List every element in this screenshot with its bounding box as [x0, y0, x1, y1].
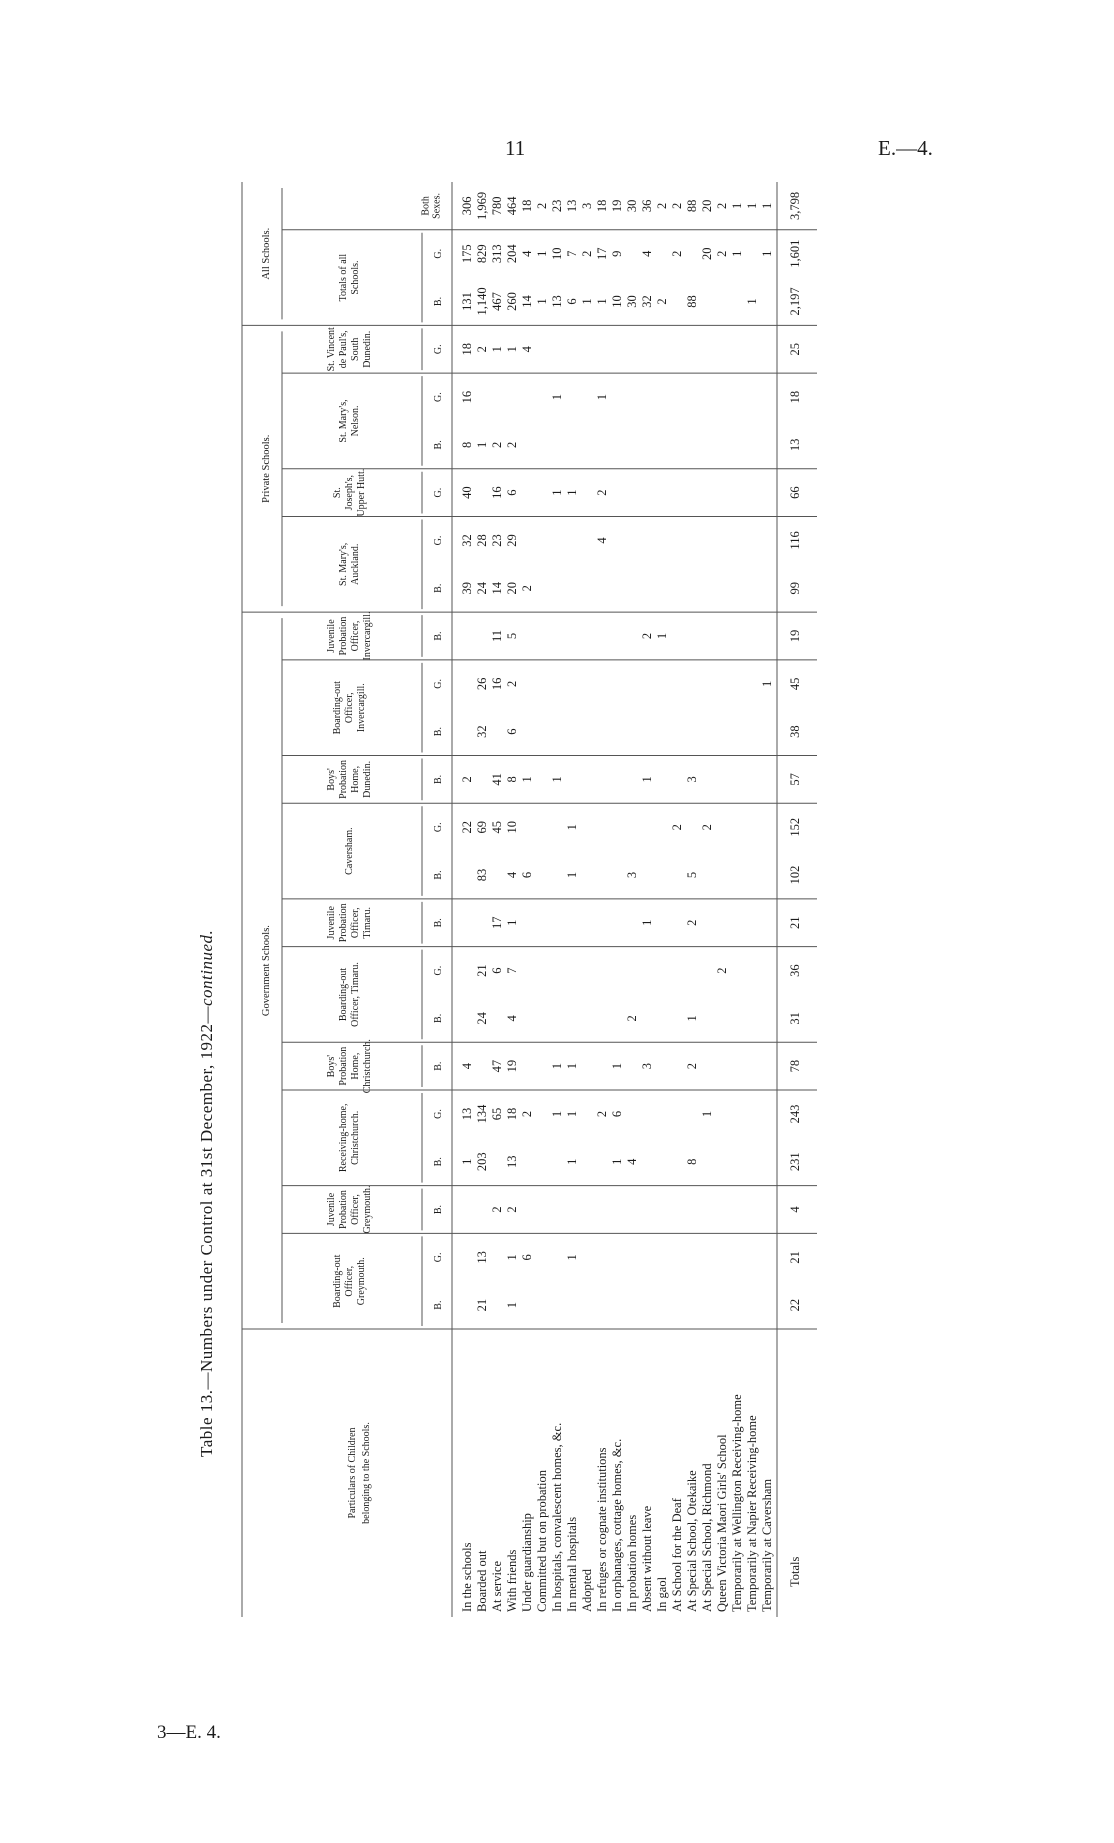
cell: 88 [685, 295, 699, 308]
cell: 3 [625, 871, 639, 879]
cell: 2 [580, 250, 594, 257]
table-title-main: Table 13.—Numbers under Control at 31st December, 1922— [197, 1005, 216, 1457]
cell: 4 [460, 1063, 474, 1070]
row-label-18: Temporarily at Wellington Receiving-home [730, 1394, 744, 1612]
totals-cell: 99 [788, 581, 802, 595]
cell: 18 [460, 343, 474, 356]
totals-cell: 243 [788, 1104, 802, 1124]
totals-cell: 1,601 [788, 239, 802, 268]
cell: 14 [490, 581, 504, 595]
cell: 13 [505, 1155, 519, 1168]
row-label-9: In refuges or cognate institutions [595, 1447, 609, 1612]
cell: 1 [760, 202, 774, 210]
cell: 829 [475, 244, 489, 264]
cell: 26 [475, 677, 489, 691]
cell: 4 [625, 1158, 639, 1165]
totals-cell: 22 [788, 1298, 802, 1312]
totals-cell: 4 [788, 1206, 802, 1213]
cell: 5 [685, 871, 699, 879]
row-label-17: Queen Victoria Maori Girls' School [715, 1434, 729, 1612]
cell: 47 [490, 1059, 504, 1073]
cell: 1 [565, 489, 579, 496]
rotated-table [147, 177, 825, 1757]
cell: 2 [460, 776, 474, 783]
cell: 2 [655, 298, 669, 305]
sex-header-17: G. [433, 487, 444, 498]
sex-header-16: G. [433, 535, 444, 546]
totals-cell: 2,197 [788, 287, 802, 316]
cell: 2 [475, 346, 489, 353]
cell: 6 [565, 298, 579, 305]
cell: 16 [490, 677, 504, 691]
cell: 20 [505, 581, 519, 595]
totals-cell: 21 [788, 1251, 802, 1264]
column-header-17: St.Joseph's,Upper Hutt. [332, 468, 367, 517]
footer-reference: 3—E. 4. [157, 1722, 221, 1743]
cell: 3 [580, 202, 594, 210]
cell: 6 [505, 489, 519, 496]
cell: 1 [535, 298, 549, 305]
cell: 13 [475, 1251, 489, 1264]
cell: 1 [475, 441, 489, 448]
cell: 1 [760, 250, 774, 257]
totals-cell: 45 [788, 677, 802, 691]
totals-cell: 152 [788, 817, 802, 837]
cell: 6 [520, 871, 534, 879]
cell: 1 [550, 489, 564, 496]
cell: 21 [475, 964, 489, 977]
cell: 1 [565, 1110, 579, 1118]
cell: 11 [490, 629, 504, 643]
sex-header-22: G. [433, 248, 444, 259]
cell: 22 [460, 820, 474, 834]
totals-cell: 31 [788, 1012, 802, 1025]
sex-header-12: B. [433, 727, 444, 737]
particulars-header: Particulars of Children belonging to the Schools. [347, 1422, 372, 1524]
cell: 20 [700, 247, 714, 260]
cell: 1 [745, 298, 759, 305]
cell: 16 [490, 486, 504, 499]
cell: 13 [460, 1107, 474, 1121]
cell: 18 [520, 199, 534, 213]
cell: 1 [505, 346, 519, 353]
cell: 40 [460, 486, 474, 499]
cell: 1 [505, 919, 519, 926]
cell: 175 [460, 244, 474, 264]
cell: 1 [565, 1254, 579, 1261]
cell: 7 [505, 967, 519, 974]
cell: 467 [490, 292, 504, 311]
cell: 1,969 [475, 191, 489, 220]
cell: 5 [505, 632, 519, 640]
cell: 1 [595, 393, 609, 401]
sex-header-15: B. [433, 583, 444, 593]
column-header-0: Boarding-outOfficer,Greymouth. [332, 1254, 367, 1308]
totals-cell: 38 [788, 725, 802, 738]
cell: 8 [685, 1158, 699, 1165]
cell: 1 [760, 680, 774, 687]
cell: 2 [520, 1110, 534, 1118]
cell: 2 [505, 1206, 519, 1213]
cell: 1 [655, 632, 669, 640]
row-label-13: In gaol [655, 1576, 669, 1612]
cell: 30 [625, 295, 639, 308]
cell: 6 [505, 728, 519, 735]
sex-header-7: G. [433, 965, 444, 976]
cell: 4 [505, 1015, 519, 1022]
cell: 17 [595, 247, 609, 260]
totals-cell: 66 [788, 486, 802, 499]
cell: 2 [715, 967, 729, 974]
sex-header-20: G. [433, 344, 444, 355]
sex-header-21: B. [433, 296, 444, 307]
cell: 83 [475, 868, 489, 882]
group-private-schools: Private Schools. [261, 434, 272, 503]
cell: 306 [460, 196, 474, 216]
totals-cell: 36 [788, 964, 802, 977]
row-label-2: At service [490, 1560, 504, 1612]
cell: 6 [490, 967, 504, 974]
cell: 2 [640, 632, 654, 640]
column-header-8: JuvenileProbationOfficer,Timaru. [326, 903, 373, 943]
totals-cell: 231 [788, 1152, 802, 1172]
row-label-3: With friends [505, 1549, 519, 1612]
both-sexes-header: BothSexes. [420, 192, 443, 219]
group-all-schools: All Schools. [261, 227, 272, 280]
cell: 14 [520, 295, 534, 308]
cell: 10 [610, 295, 624, 308]
cell: 780 [490, 196, 504, 216]
sex-header-11: B. [433, 774, 444, 784]
column-header-2: JuvenileProbationOfficer,Greymouth. [326, 1185, 373, 1234]
column-header-15: St. Mary's,Auckland. [338, 542, 361, 586]
cell: 1 [640, 919, 654, 926]
sex-header-19: G. [433, 392, 444, 402]
totals-cell: 102 [788, 865, 802, 885]
row-label-20: Temporarily at Caversham [760, 1478, 774, 1612]
sex-header-8: B. [433, 918, 444, 928]
cell: 464 [505, 196, 519, 216]
cell: 4 [595, 537, 609, 544]
column-header-20: St. Vincentde Paul's,SouthDunedin. [326, 327, 373, 372]
cell: 1 [550, 776, 564, 783]
cell: 2 [625, 1015, 639, 1022]
cell: 1 [550, 1110, 564, 1118]
cell: 2 [490, 1206, 504, 1213]
cell: 32 [475, 725, 489, 738]
cell: 1 [640, 776, 654, 783]
cell: 32 [460, 534, 474, 547]
cell: 1 [610, 1063, 624, 1070]
sex-header-2: B. [433, 1204, 444, 1215]
cell: 1 [520, 776, 534, 783]
sex-header-10: G. [433, 822, 444, 833]
cell: 1 [550, 1063, 564, 1070]
document-reference: E.—4. [878, 136, 933, 160]
cell: 21 [475, 1298, 489, 1312]
cell: 1 [685, 1015, 699, 1022]
totals-cell: 13 [788, 438, 802, 452]
cell: 30 [625, 199, 639, 213]
cell: 3 [685, 776, 699, 783]
cell: 1 [535, 250, 549, 257]
row-label-11: In probation homes [625, 1514, 639, 1612]
sex-header-4: G. [433, 1109, 444, 1119]
cell: 9 [610, 250, 624, 257]
cell: 1 [595, 298, 609, 305]
row-label-8: Adopted [580, 1568, 594, 1612]
cell: 69 [475, 820, 489, 834]
cell: 2 [715, 202, 729, 210]
group-government-schools: Government Schools. [261, 925, 272, 1017]
cell: 2 [715, 250, 729, 257]
cell: 65 [490, 1107, 504, 1121]
cell: 28 [475, 534, 489, 547]
cell: 6 [610, 1110, 624, 1118]
column-header-3: Receiving-home,Christchurch. [338, 1103, 361, 1173]
cell: 2 [685, 1063, 699, 1070]
cell: 19 [610, 199, 624, 213]
cell: 10 [505, 820, 519, 834]
sex-header-13: G. [433, 678, 444, 689]
cell: 24 [475, 581, 489, 595]
cell: 36 [640, 199, 654, 213]
sex-header-0: B. [433, 1300, 444, 1310]
cell: 1 [610, 1158, 624, 1165]
cell: 24 [475, 1012, 489, 1025]
sex-header-9: B. [433, 870, 444, 880]
column-header-5: Boys'ProbationHome,Christchurch. [326, 1039, 373, 1094]
cell: 1 [505, 1301, 519, 1309]
cell: 2 [505, 441, 519, 448]
cell: 203 [475, 1152, 489, 1172]
row-label-6: In hospitals, convalescent homes, &c. [550, 1422, 564, 1612]
row-label-14: At School for the Deaf [670, 1498, 684, 1612]
cell: 8 [505, 776, 519, 783]
cell: 4 [640, 250, 654, 257]
cell: 2 [595, 1110, 609, 1118]
totals-cell: 21 [788, 916, 802, 930]
cell: 2 [670, 250, 684, 257]
totals-label: Totals [788, 1556, 802, 1587]
row-label-5: Committed but on probation [535, 1469, 549, 1612]
cell: 1 [700, 1110, 714, 1118]
cell: 10 [550, 247, 564, 260]
cell: 88 [685, 199, 699, 213]
cell: 23 [550, 199, 564, 213]
totals-cell: 25 [788, 343, 802, 356]
cell: 1 [565, 871, 579, 879]
cell: 2 [595, 489, 609, 496]
cell: 17 [490, 916, 504, 930]
cell: 2 [655, 202, 669, 210]
cell: 2 [535, 202, 549, 210]
row-label-12: Absent without leave [640, 1505, 654, 1612]
cell: 16 [460, 390, 474, 404]
row-label-15: At Special School, Otekaike [685, 1470, 699, 1612]
cell: 2 [520, 585, 534, 592]
cell: 13 [550, 295, 564, 308]
cell: 1 [730, 250, 744, 257]
cell: 1 [580, 298, 594, 305]
cell: 2 [685, 919, 699, 926]
cell: 1 [565, 1158, 579, 1165]
table-title-continued: continued. [197, 929, 216, 1006]
column-header-18: St. Mary's,Nelson. [338, 399, 361, 443]
cell: 2 [670, 202, 684, 210]
row-label-1: Boarded out [475, 1550, 489, 1612]
cell: 2 [670, 824, 684, 831]
cell: 1 [565, 1063, 579, 1070]
cell: 1,140 [475, 287, 489, 316]
column-header-6: Boarding-outOfficer, Timaru. [338, 962, 361, 1027]
cell: 1 [505, 1254, 519, 1261]
sex-header-6: B. [433, 1013, 444, 1023]
totals-cell: 18 [788, 390, 802, 404]
row-label-0: In the schools [460, 1542, 474, 1612]
cell: 1 [745, 202, 759, 210]
cell: 134 [475, 1104, 489, 1124]
cell: 1 [730, 202, 744, 210]
sex-header-14: B. [433, 631, 444, 641]
cell: 4 [520, 250, 534, 257]
cell: 7 [565, 250, 579, 257]
row-label-16: At Special School, Richmond [700, 1463, 714, 1612]
totals-cell: 78 [788, 1059, 802, 1073]
cell: 1 [460, 1158, 474, 1165]
cell: 2 [700, 824, 714, 831]
cell: 1 [490, 346, 504, 353]
cell: 4 [505, 871, 519, 879]
sex-header-18: B. [433, 440, 444, 450]
cell: 29 [505, 534, 519, 547]
cell: 1 [550, 393, 564, 401]
sex-header-1: G. [433, 1252, 444, 1263]
cell: 8 [460, 441, 474, 448]
cell: 32 [640, 295, 654, 308]
cell: 19 [505, 1059, 519, 1073]
row-label-19: Temporarily at Napier Receiving-home [745, 1415, 759, 1612]
row-label-4: Under guardianship [520, 1513, 534, 1612]
totals-cell: 57 [788, 773, 802, 786]
page-number: 11 [505, 136, 526, 160]
column-header-11: Boys'ProbationHome,Dunedin. [326, 759, 373, 799]
totals-cell: 116 [788, 531, 802, 550]
cell: 20 [700, 199, 714, 213]
sex-header-5: B. [433, 1061, 444, 1071]
cell: 45 [490, 820, 504, 834]
row-label-7: In mental hospitals [565, 1516, 579, 1612]
cell: 1 [565, 824, 579, 831]
totals-cell: 19 [788, 629, 802, 643]
cell: 2 [490, 441, 504, 448]
cell: 41 [490, 773, 504, 786]
cell: 18 [595, 199, 609, 213]
column-header-9: Caversham. [344, 827, 355, 875]
column-header-14: JuvenileProbationOfficer,Invercargill. [326, 611, 373, 661]
cell: 6 [520, 1254, 534, 1261]
column-header-21: Totals of allSchools. [338, 253, 361, 302]
row-label-10: In orphanages, cottage homes, &c. [610, 1438, 624, 1612]
cell: 313 [490, 244, 504, 264]
totals-cell: 3,798 [788, 191, 802, 220]
cell: 2 [505, 680, 519, 687]
cell: 3 [640, 1063, 654, 1070]
sex-header-3: B. [433, 1157, 444, 1167]
cell: 260 [505, 292, 519, 311]
column-header-12: Boarding-outOfficer,Invercargill. [332, 681, 367, 735]
cell: 23 [490, 534, 504, 547]
cell: 18 [505, 1107, 519, 1121]
cell: 13 [565, 199, 579, 213]
cell: 39 [460, 581, 474, 595]
cell: 4 [520, 346, 534, 353]
statistics-table [147, 177, 825, 1757]
cell: 204 [505, 244, 519, 264]
cell: 131 [460, 292, 474, 311]
